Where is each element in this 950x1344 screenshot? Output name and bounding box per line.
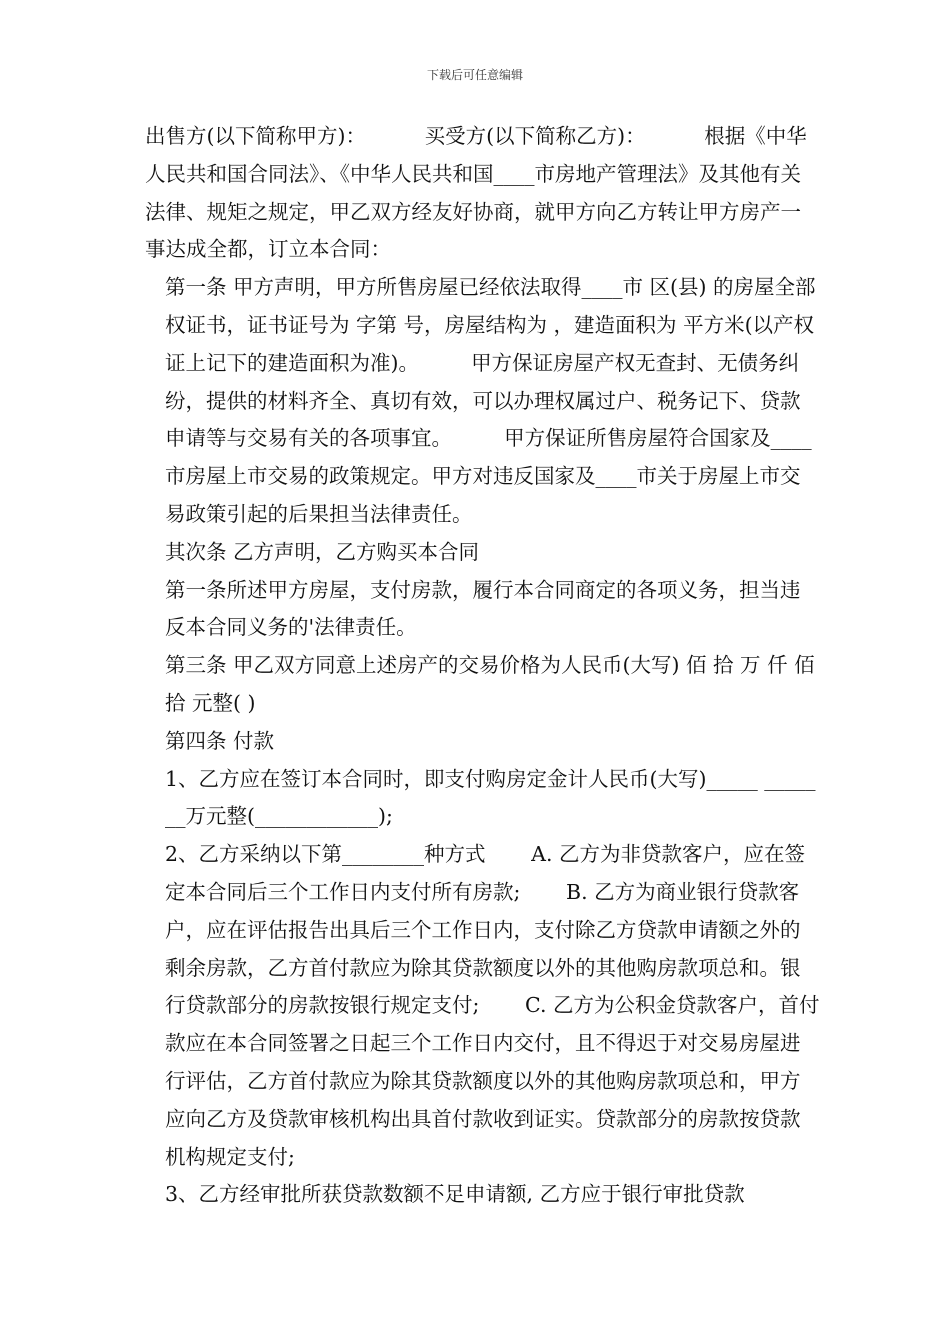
paragraph-article-2-cont: 第一条所述甲方房屋，支付房款，履行本合同商定的各项义务，担当违反本合同义务的'法律责任。 <box>165 577 801 640</box>
paragraph-preamble: 出售方(以下简称甲方)： 买受方(以下简称乙方)： 根据《中华人民共和国合同法》、《中华人民共和国____市房地产管理法》及其他有关法律、规矩之规定，甲乙双方经友好协商，就甲方向乙方转让甲方房产一事达成全都，订立本合同： <box>145 124 807 262</box>
paragraph-article-3: 第三条 甲乙双方同意上述房产的交易价格为人民币(大写) 佰 拾 万 仟 佰 拾 元整( ) <box>165 653 822 715</box>
paragraph-payment-2: 2、乙方采纳以下第________种方式 A. 乙方为非贷款客户，应在签定本合同后三个工作日内支付所有房款; B. 乙方为商业银行贷款客户，应在评估报告出具后三个工作日内，支付除乙方贷款申请额之外的剩余房款，乙方首付款应为除其贷款额度以外的其他购房款项总和。银行贷款部分的房款按银行规定支付; C. 乙方为公积金贷款客户，首付款应在本合同签署之日起三个工作日内交付，且不得迟于对交易房屋进行评估，乙方首付款应为除其贷款额度以外的其他购房款项总和，甲方应向乙方及贷款审核机构出具首付款收到证实。贷款部分的房款按贷款机构规定支付; <box>165 842 820 1169</box>
paragraph-payment-3: 3、乙方经审批所获贷款数额不足申请额, 乙方应于银行审批贷款 <box>165 1182 745 1207</box>
paragraph-article-1: 第一条 甲方声明，甲方所售房屋已经依法取得____市 区(县) 的房屋全部权证书，证书证号为 字第 号，房屋结构为 ，建造面积为 平方米(以产权证上记下的建造面积为准)。 甲方保证房屋产权无查封、无债务纠纷，提供的材料齐全、真切有效，可以办理权属过户、税务记下、贷款申请等与交易有关的各项事宜。 甲方保证所售房屋符合国家及____市房屋上市交易的政策规定。甲方对违反国家及____市关于房屋上市交易政策引起的后果担当法律责任。 <box>165 275 816 526</box>
page-header: 下载后可任意编辑 <box>426 68 523 82</box>
paragraph-article-2: 其次条 乙方声明，乙方购买本合同 <box>165 539 480 564</box>
paragraph-payment-1: 1、乙方应在签订本合同时，即支付购房定金计人民币(大写)_____ _______万元整(____________); <box>165 766 816 829</box>
document-body <box>145 118 820 1214</box>
paragraph-article-4-title: 第四条 付款 <box>165 728 275 753</box>
